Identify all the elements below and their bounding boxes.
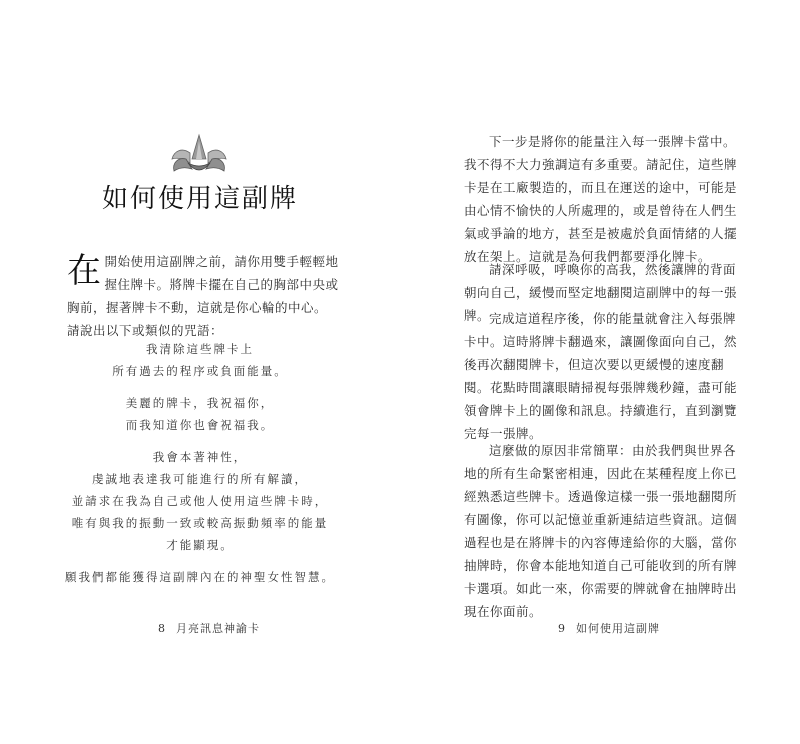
lotus-ornament-icon <box>168 133 230 177</box>
page-number: 9 <box>558 622 566 635</box>
verse-stanza <box>60 446 340 556</box>
verse-line: 才能顯現。 <box>166 538 234 552</box>
intro-text: 開始使用這副牌之前，請你用雙手輕輕地握住牌卡。將牌卡擺在自己的胸部中央或胸前，握著牌卡不動，這就是你心輪的中心。請說出以下或類似的咒語： <box>67 254 339 338</box>
verse-closing: 願我們都能獲得這副牌內在的神聖女性智慧。 <box>65 570 335 584</box>
verse-line: 並請求在我為自己或他人使用這些牌卡時， <box>71 494 329 508</box>
invocation-verse <box>60 338 340 588</box>
verse-line: 虔誠地表達我可能進行的所有解讀， <box>92 472 308 486</box>
verse-line: 美麗的牌卡，我祝福你， <box>125 396 275 410</box>
drop-cap: 在 <box>67 251 102 291</box>
body-paragraph <box>464 130 738 268</box>
chapter-title: 如何使用這副牌 <box>101 184 298 214</box>
paragraph-text: 下一步是將你的能量注入每一張牌卡當中。我不得不大力強調這有多重要。請記住，這些牌卡是在工廠製造的，而且在運送的途中，可能是由心情不愉快的人所處理的，或是曾待在人們生氣或爭論的地方，甚至是被處於負面情緒的人擺放在架上。這就是為何我們都要淨化牌卡。 <box>464 134 738 264</box>
verse-stanza <box>60 338 340 382</box>
right-page <box>400 0 800 744</box>
body-paragraph <box>464 439 738 623</box>
verse-line: 我會本著神性， <box>152 450 248 464</box>
verse-line: 我清除這些牌卡上 <box>146 342 254 356</box>
page-number: 8 <box>158 622 166 635</box>
running-title: 月亮訊息神諭卡 <box>176 622 260 635</box>
verse-line: 所有過去的程序或負面能量。 <box>112 364 288 378</box>
verse-line: 而我知道你也會祝福我。 <box>125 418 275 432</box>
left-footer <box>158 620 260 636</box>
paragraph-text: 請深呼吸，呼喚你的高我，然後讓牌的背面朝向自己，緩慢而堅定地翻閱這副牌中的每一張牌。 <box>464 262 738 323</box>
intro-paragraph <box>67 250 339 342</box>
running-title: 如何使用這副牌 <box>576 622 660 635</box>
paragraph-text: 完成這道程序後，你的能量就會注入每張牌卡中。這時將牌卡翻過來，讓圖像面向自己，然後再次翻閱牌卡，但這次要以更緩慢的速度翻閱。花點時間讓眼睛掃視每張牌幾秒鐘，盡可能領會牌卡上的圖像和訊息。持續進行，直到瀏覽完每一張牌。 <box>464 311 738 441</box>
paragraph-text: 這麼做的原因非常簡單：由於我們與世界各地的所有生命緊密相連，因此在某種程度上你已經熟悉這些牌卡。透過像這樣一張一張地翻閱所有圖像，你可以記憶並重新連結這些資訊。這個過程也是在將牌卡的內容傳達給你的大腦，當你抽牌時，你會本能地知道自己可能收到的所有牌卡選項。如此一來，你需要的牌就會在抽牌時出現在你面前。 <box>464 443 738 619</box>
body-paragraph <box>464 307 738 445</box>
verse-line: 唯有與我的振動一致或較高振動頻率的能量 <box>71 516 329 530</box>
right-footer <box>558 620 660 636</box>
verse-stanza <box>60 392 340 436</box>
